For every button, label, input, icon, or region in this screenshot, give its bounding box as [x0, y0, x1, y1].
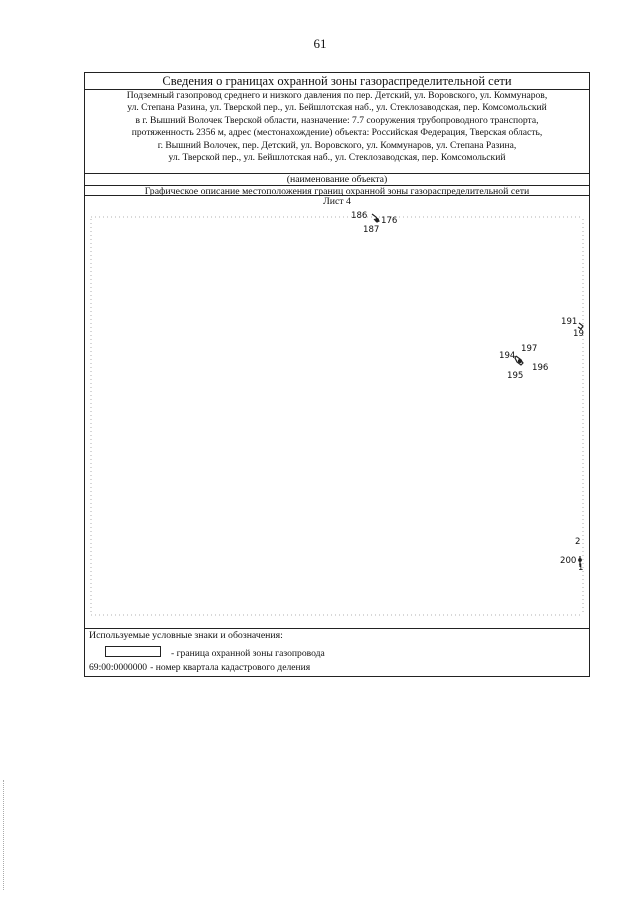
document-title: Сведения о границах охранной зоны газораспределительной сети — [85, 73, 589, 90]
object-line: ул. Тверской пер., ул. Бейшлотская наб., ул. Стеклозаводская, пер. Комсомольский — [168, 152, 506, 164]
map-drawing — [89, 211, 585, 627]
legend-dash: - — [171, 648, 175, 659]
point-label-200: 200 — [560, 556, 577, 566]
map-area — [89, 211, 585, 627]
object-line: г. Вышний Волочек, пер. Детский, ул. Воровского, ул. Коммунаров, ул. Степана Разина, — [157, 139, 517, 151]
point-label-187: 187 — [363, 225, 380, 235]
point-label-176: 176 — [381, 216, 398, 226]
sheet-label: Лист 4 — [323, 196, 351, 207]
legend-swatch — [105, 646, 161, 657]
legend-title: Используемые условные знаки и обозначения: — [89, 630, 283, 641]
legend-dash: - — [150, 662, 154, 673]
legend-text: граница охранной зоны газопровода — [176, 648, 325, 659]
legend-text: номер квартала кадастрового деления — [155, 662, 311, 673]
point-label-1: 1 — [578, 563, 584, 573]
object-line: ул. Степана Разина, ул. Тверской пер., ул. Бейшлотская наб., ул. Стеклозаводская, пер. Комсомольский — [127, 102, 547, 114]
object-description — [87, 90, 587, 176]
point-label-19: 19 — [573, 329, 584, 339]
document-frame — [84, 72, 590, 677]
legend-item-cadastral-quarter — [89, 662, 310, 673]
object-line: Подземный газопровод среднего и низкого давления по пер. Детский, ул. Воровского, ул. Коммунаров, — [126, 90, 548, 101]
point-label-191: 191 — [561, 317, 578, 327]
point-label-196: 196 — [532, 363, 549, 373]
object-caption: (наименование объекта) — [286, 174, 388, 185]
point-label-194: 194 — [499, 351, 516, 361]
point-label-197: 197 — [521, 344, 538, 354]
point-label-186: 186 — [351, 211, 368, 221]
rule — [85, 628, 589, 629]
zone-boundary-middle — [515, 356, 523, 365]
object-line: протяженность 2356 м, адрес (местонахождение) объекта: Российская Федерация, Тверская область, — [131, 127, 543, 139]
zone-boundary-right — [578, 323, 583, 567]
point-label-2: 2 — [575, 537, 581, 547]
page-number: 61 — [313, 36, 327, 51]
object-line: в г. Вышний Волочек Тверской области, назначение: 7.7 сооружения трубопроводного транспорта, — [135, 114, 539, 126]
legend-item-zone-boundary — [89, 646, 325, 659]
scan-edge-line — [3, 780, 4, 890]
zone-boundary-top — [372, 214, 379, 222]
legend-code: 69:00:0000000 — [89, 662, 148, 673]
graphic-caption: Графическое описание местоположения границ охранной зоны газораспределительной сети — [144, 186, 530, 197]
point-label-195: 195 — [507, 371, 524, 381]
